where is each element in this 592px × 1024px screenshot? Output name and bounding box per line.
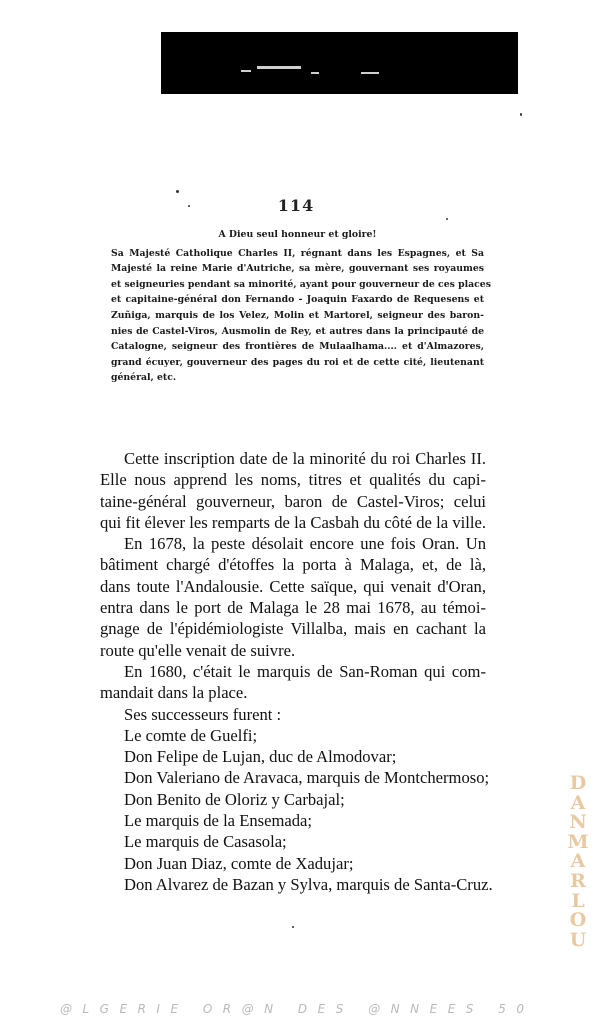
successor-item: Le comte de Guelfi; [124,725,258,745]
watermark-letter: D [569,772,587,794]
page-speck [520,113,522,116]
successor-item: Le marquis de la Ensemada; [124,811,312,831]
watermark-letter: M [567,830,589,853]
band-streak [241,70,251,72]
inscription-line: nies de Castel-Viros, Ausmolin de Rey, et autres dans la principauté de [111,325,484,337]
body-line: bâtiment chargé d'étoffes la porta à Malaga, et, de là, [100,555,486,575]
inscription-line: grand écuyer, gouverneur des pages du roi et de cette cité, lieutenant [111,356,484,368]
footer-caption: @LGERIE OR@N DES @NNEES 50 [60,1002,535,1016]
body-line: route qu'elle venait de suivre. [100,640,296,660]
watermark-letters [566,774,590,950]
watermark-letter: A [570,791,586,814]
body-line: gnage de l'épidémiologiste Villalba, mais en cachant la [100,619,486,639]
body-line: dans toute l'Andalousie. Cette saïque, qui venait d'Oran, [100,576,486,596]
watermark-letter: A [570,850,586,873]
successor-item: Don Valeriano de Aravaca, marquis de Montchermoso; [124,768,490,788]
inscription-line: Majesté la reine Marie d'Autriche, sa mère, gouvernant ses royaumes [111,263,484,275]
watermark-letter: N [569,811,587,834]
page-speck [292,926,294,928]
watermark-letter: U [569,928,587,951]
watermark-letter: R [570,869,586,892]
band-streak [311,72,319,74]
body-line: En 1680, c'était le marquis de San-Roman qui com- [124,661,486,681]
inscription-title: A Dieu seul honneur et gloire! [218,229,377,240]
page-speck [176,190,179,193]
inscription-line: Zuñiga, marquis de los Velez, Molin et Martorel, seigneur des baron- [111,309,484,321]
successor-item: Don Alvarez de Bazan y Sylva, marquis de Santa-Cruz. [124,874,493,894]
watermark-letter: O [569,909,587,932]
body-line: mandait dans la place. [100,683,248,703]
page-speck [446,218,448,220]
body-line: Ses successeurs furent : [124,704,282,724]
body-line: En 1678, la peste désolait encore une fois Oran. Un [124,534,486,554]
inscription-line: Sa Majesté Catholique Charles II, régnant dans les Espagnes, et Sa [111,247,484,259]
body-line: taine-général gouverneur, baron de Castel-Viros; celui [100,491,486,511]
watermark-vertical [566,774,590,950]
inscription-block [111,227,491,386]
inscription-line: et capitaine-général don Fernando - Joaquin Faxardo de Requesens et [111,294,484,306]
successor-item: Don Juan Diaz, comte de Xadujar; [124,853,354,873]
inscription-line: général, etc. [111,372,177,384]
redaction-band [161,32,518,94]
body-text [100,448,493,895]
watermark-letter: L [571,889,585,912]
band-streak [361,72,379,74]
body-line: entra dans le port de Malaga le 28 mai 1678, au témoi- [100,598,486,618]
body-line: qui fit élever les remparts de la Casbah du côté de la ville. [100,512,486,532]
body-line: Elle nous apprend les noms, titres et qualités du capi- [100,470,486,490]
inscription-line: Catalogne, seigneur des frontières de Mulaalhama.... et d'Almazores, [111,341,484,353]
body-line: Cette inscription date de la minorité du roi Charles II. [124,449,486,468]
successor-item: Don Benito de Oloriz y Carbajal; [124,789,345,809]
band-streak [257,66,301,69]
successor-item: Le marquis de Casasola; [124,832,287,852]
inscription-line: et seigneuries pendant sa minorité, ayant pour gouverneur de ces places [111,278,491,290]
page-number: 114 [277,196,315,215]
successor-item: Don Felipe de Lujan, duc de Almodovar; [124,747,397,767]
